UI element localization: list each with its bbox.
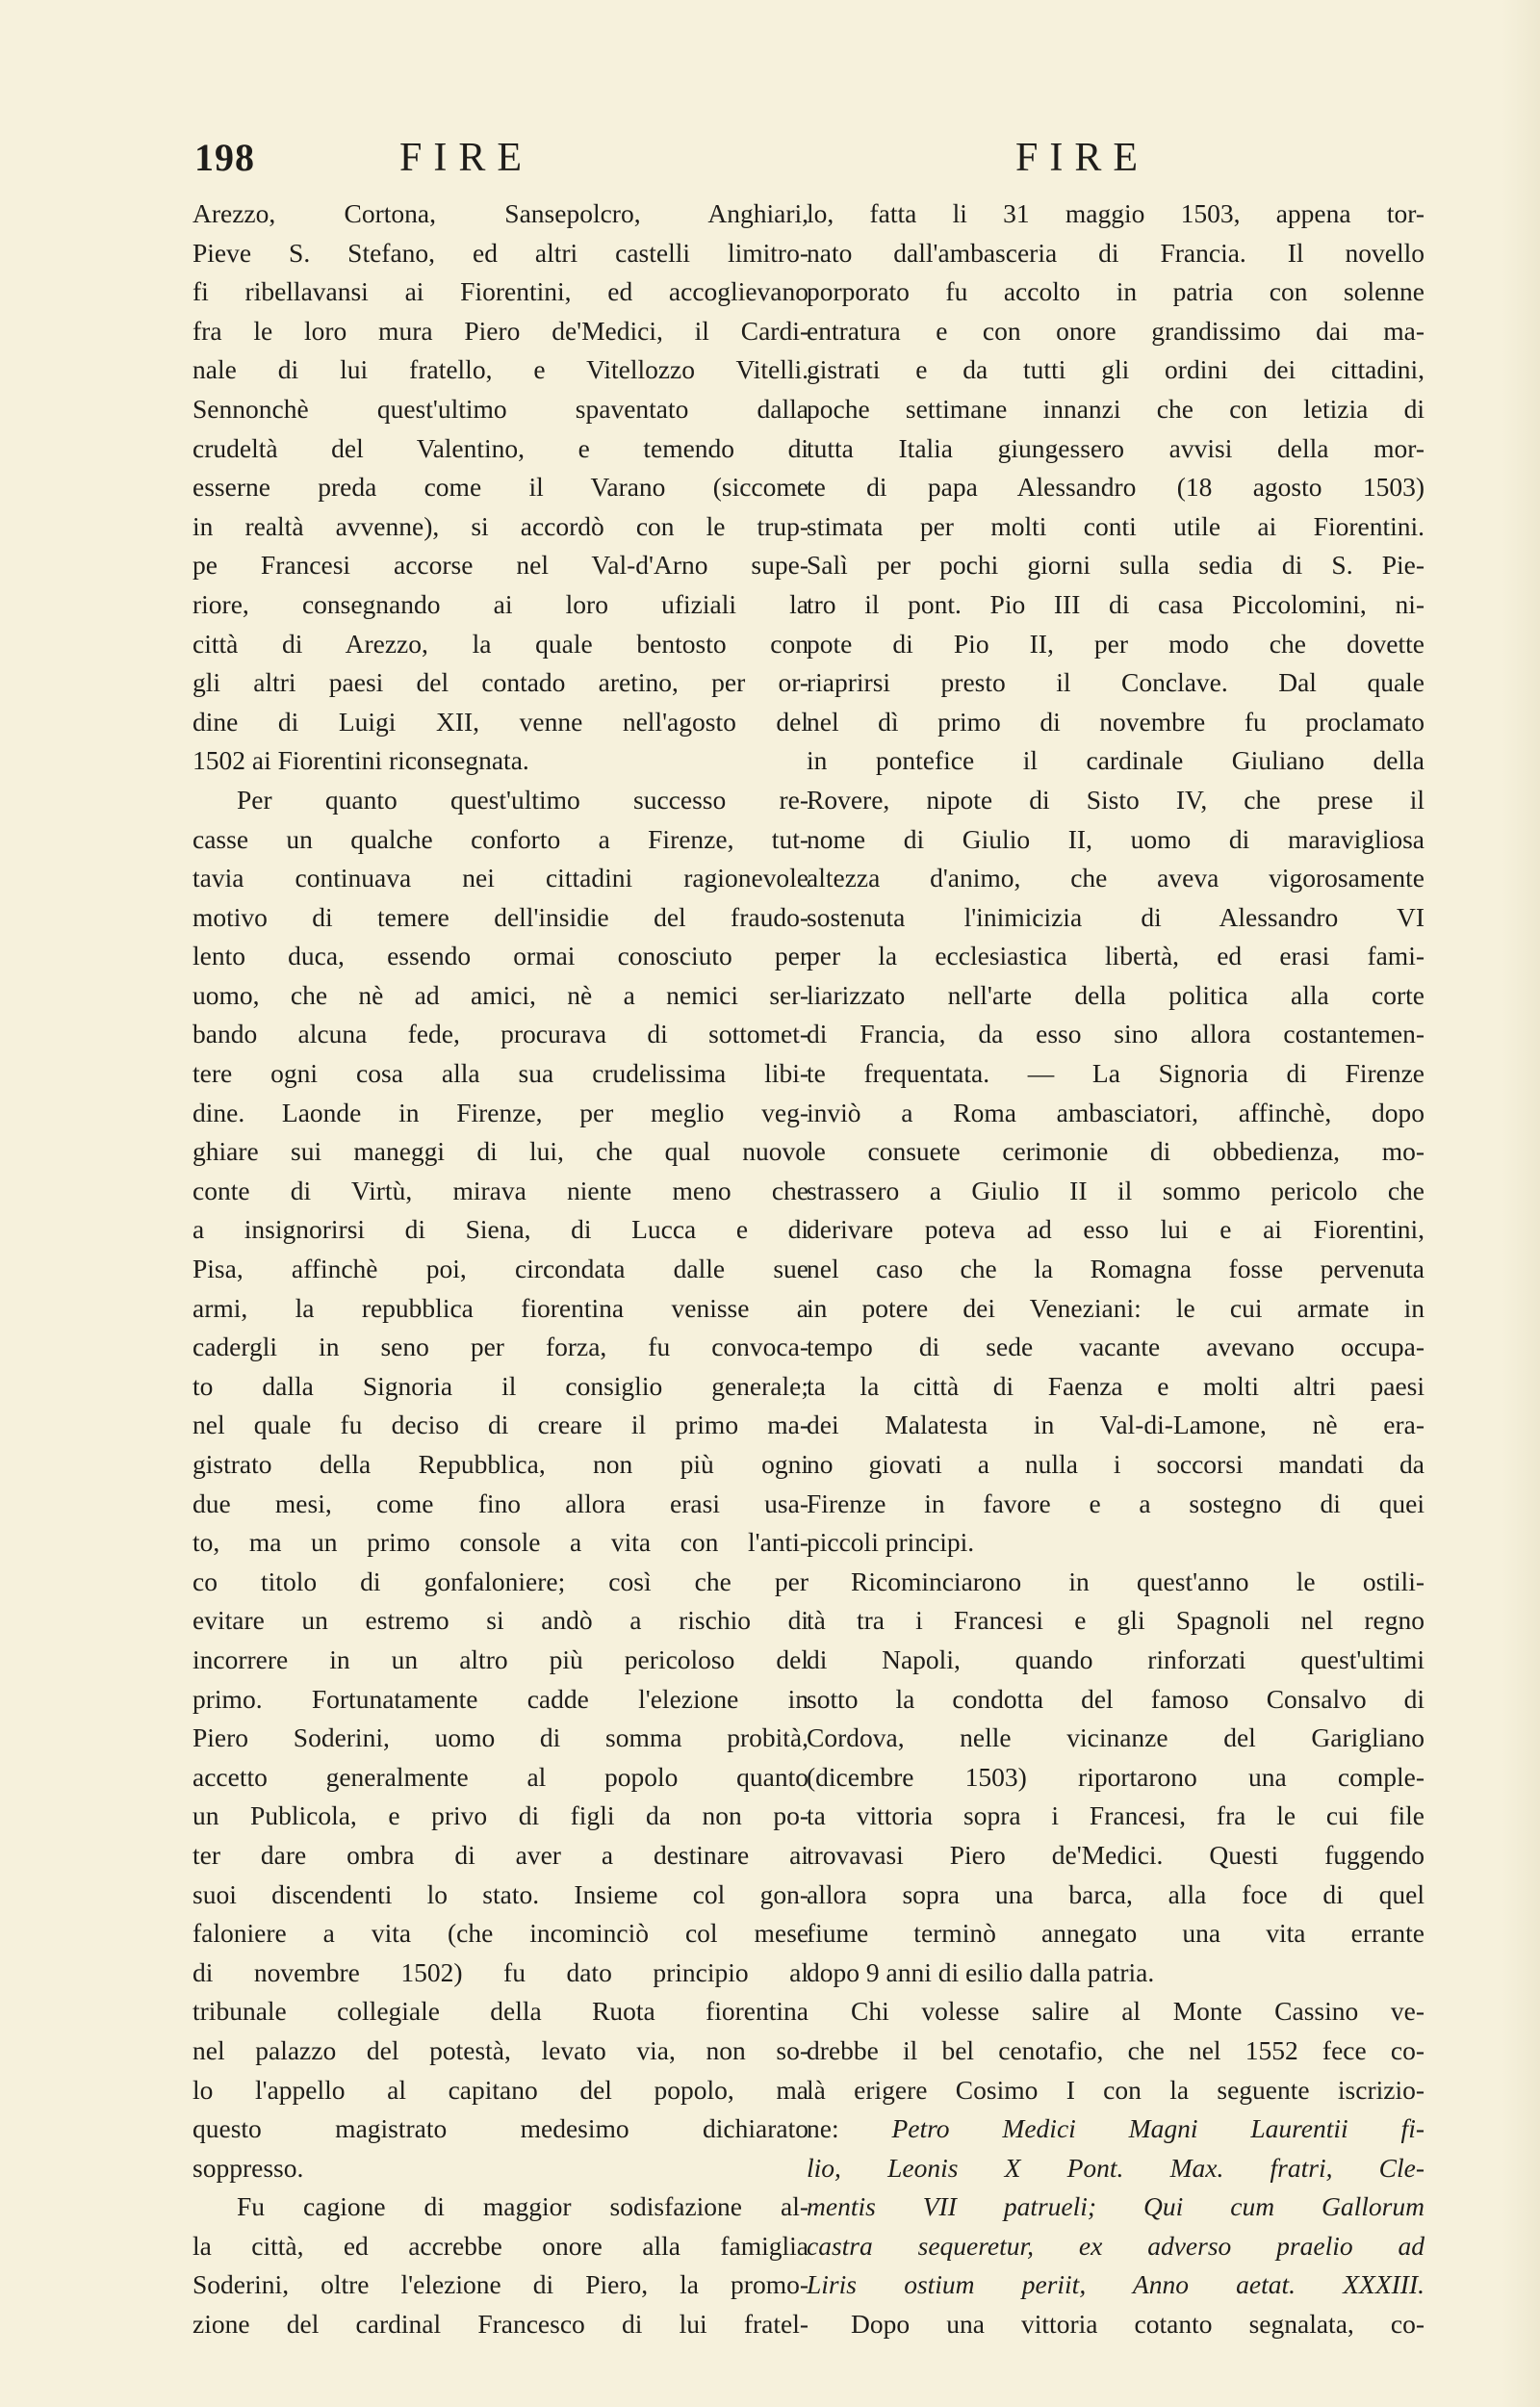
text-line: gistrati e da tutti gli ordini dei cittadini, [807,354,1424,385]
text-line: nel palazzo del potestà, levato via, non so- [192,2034,808,2065]
text-line: 1502 ai Fiorentini riconsegnata. [192,745,529,776]
text-line: mentis VII patrueli; Qui cum Gallorum [807,2191,1424,2222]
text-line: in realtà avvenne), si accordò con le trup- [192,510,808,541]
text-line: drebbe il bel cenotafio, che nel 1552 fece co- [807,2034,1424,2065]
text-line: evitare un estremo si andò a rischio di [192,1605,808,1636]
text-line: armi, la repubblica fiorentina venisse a [192,1292,808,1323]
text-line: zione del cardinal Francesco di lui fratel- [192,2309,808,2340]
text-line: nato dall'ambasceria di Francia. Il novello [807,237,1424,268]
text-line: castra sequeretur, ex adverso praelio ad [807,2230,1424,2261]
text-line: dei Malatesta in Val-di-Lamone, nè era- [807,1410,1424,1440]
text-line: trovavasi Piero de'Medici. Questi fuggendo [807,1839,1424,1870]
text-line: Fu cagione di maggior sodisfazione al- [237,2191,808,2222]
text-line: Arezzo, Cortona, Sansepolcro, Anghiari, [192,198,808,228]
text-line: due mesi, come fino allora erasi usa- [192,1488,808,1518]
right-text-column [807,194,1424,2344]
text-line: in pontefice il cardinale Giuliano della [807,745,1424,776]
text-line: di novembre 1502) fu dato principio al [192,1956,808,1987]
text-line: Pisa, affinchè poi, circondata dalle sue [192,1254,808,1284]
text-line: pote di Pio II, per modo che dovette [807,628,1424,659]
text-line: te di papa Alessandro (18 agosto 1503) [807,472,1424,503]
text-line: a insignorirsi di Siena, di Lucca e di [192,1214,808,1245]
text-line: ta la città di Faenza e molti altri paesi [807,1370,1424,1401]
text-line: tere ogni cosa alla sua crudelissima libi- [192,1058,808,1089]
page-number: 198 [194,136,255,179]
text-line: gistrato della Repubblica, non più ogni [192,1449,808,1479]
text-line: crudeltà del Valentino, e temendo di [192,432,808,463]
text-line: Soderini, oltre l'elezione di Piero, la promo- [192,2269,808,2300]
text-line: accetto generalmente al popolo quanto [192,1761,808,1792]
text-line: dopo 9 anni di esilio dalla patria. [807,1956,1155,1987]
text-line: lio, Leonis X Pont. Max. fratri, Cle- [807,2152,1424,2183]
text-line: entratura e con onore grandissimo dai ma- [807,315,1424,346]
text-line: nel dì primo di novembre fu proclamato [807,706,1424,737]
text-line: nale di lui fratello, e Vitellozzo Vitelli. [192,354,808,385]
text-line: poche settimane innanzi che con letizia di [807,393,1424,424]
text-line: fi ribellavansi ai Fiorentini, ed accoglievano [192,276,808,307]
text-line: tempo di sede vacante avevano occupa- [807,1332,1424,1362]
text-line: Chi volesse salire al Monte Cassino ve- [851,1996,1424,2027]
text-line-roman: ne: [807,2113,892,2144]
text-line: nel caso che la Romagna fosse pervenuta [807,1254,1424,1284]
text-line: Cordova, nelle vicinanze del Garigliano [807,1722,1424,1753]
text-line: riaprirsi presto il Conclave. Dal quale [807,667,1424,698]
text-line: tribunale collegiale della Ruota fiorentina [192,1996,808,2027]
text-line: questo magistrato medesimo dichiarato [192,2113,808,2144]
text-line: te frequentata. — La Signoria di Firenze [807,1058,1424,1089]
text-line: fra le loro mura Piero de'Medici, il Cardi- [192,315,808,346]
text-line: Liris ostium periit, Anno aetat. XXXIII. [807,2269,1424,2300]
text-line: Sennonchè quest'ultimo spaventato dalla [192,393,808,424]
running-head-right: FIRE [1015,136,1150,180]
text-line: tavia continuava nei cittadini ragionevole [192,863,808,893]
text-line: porporato fu accolto in patria con solenne [807,276,1424,307]
text-line: dine di Luigi XII, venne nell'agosto del [192,706,808,737]
text-line: cadergli in seno per forza, fu convoca- [192,1332,808,1362]
text-line: di Napoli, quando rinforzati quest'ultimi [807,1643,1424,1674]
text-line: piccoli principi. [807,1527,975,1558]
text-line: stimata per molti conti utile ai Fiorentini. [807,510,1424,541]
text-line: to, ma un primo console a vita con l'anti- [192,1527,808,1558]
text-line: incorrere in un altro più pericoloso del [192,1643,808,1674]
text-line: fiume terminò annegato una vita errante [807,1918,1424,1949]
text-line: (dicembre 1503) riportarono una comple- [807,1761,1424,1792]
text-line: strassero a Giulio II il sommo pericolo che [807,1175,1424,1205]
text-line: Piero Soderini, uomo di somma probità, [192,1722,808,1753]
text-line: bando alcuna fede, procurava di sottomet- [192,1019,808,1049]
text-line: Ricominciarono in quest'anno le ostili- [851,1566,1424,1596]
text-line: Salì per pochi giorni sulla sedia di S. Pie- [807,550,1424,581]
text-line: ter dare ombra di aver a destinare ai [192,1839,808,1870]
text-line: lento duca, essendo ormai conosciuto per [192,941,808,971]
text-line: allora sopra una barca, alla foce di quel [807,1878,1424,1909]
text-line: Per quanto quest'ultimo successo re- [237,784,808,815]
page-edge-shadow [1502,0,1540,2407]
text-line: tà tra i Francesi e gli Spagnoli nel regno [807,1605,1424,1636]
text-line: lo, fatta li 31 maggio 1503, appena tor- [807,198,1424,228]
text-line: ghiare sui maneggi di lui, che qual nuovo [192,1136,808,1167]
text-line: inviò a Roma ambasciatori, affinchè, dopo [807,1097,1424,1127]
text-line: nel quale fu deciso di creare il primo ma- [192,1410,808,1440]
running-head [0,135,1540,193]
text-line: dine. Laonde in Firenze, per meglio veg- [192,1097,808,1127]
text-line: no giovati a nulla i soccorsi mandati da [807,1449,1424,1479]
text-line: città di Arezzo, la quale bentosto con [192,628,808,659]
text-line: conte di Virtù, mirava niente meno che [192,1175,808,1205]
text-line: gli altri paesi del contado aretino, per or- [192,667,808,698]
text-line: riore, consegnando ai loro ufiziali la [192,588,808,619]
left-text-column [192,194,808,2344]
text-line: un Publicola, e privo di figli da non po- [192,1800,808,1831]
text-line: Pieve S. Stefano, ed altri castelli limitro- [192,237,808,268]
text-line: motivo di temere dell'insidie del fraudo- [192,901,808,932]
text-line: sotto la condotta del famoso Consalvo di [807,1683,1424,1714]
inscription-text: Petro Medici Magni Laurentii fi- [891,2113,1424,2144]
text-line: là erigere Cosimo I con la seguente iscrizio- [807,2074,1424,2105]
running-head-left: FIRE [399,136,534,180]
text-line: suoi discendenti lo stato. Insieme col gon- [192,1878,808,1909]
text-line: tro il pont. Pio III di casa Piccolomini, ni- [807,588,1424,619]
text-line: to dalla Signoria il consiglio generale; [192,1370,808,1401]
text-line: Rovere, nipote di Sisto IV, che prese il [807,784,1424,815]
text-line: liarizzato nell'arte della politica alla corte [807,979,1424,1010]
text-line: co titolo di gonfaloniere; così che per [192,1566,808,1596]
text-line: le consuete cerimonie di obbedienza, mo- [807,1136,1424,1167]
text-line: faloniere a vita (che incominciò col mese [192,1918,808,1949]
text-line: di Francia, da esso sino allora costantemen- [807,1019,1424,1049]
text-line: Dopo una vittoria cotanto segnalata, co- [851,2309,1424,2340]
text-line: uomo, che nè ad amici, nè a nemici ser- [192,979,808,1010]
text-line: esserne preda come il Varano (siccome [192,472,808,503]
text-line: tutta Italia giungessero avvisi della mor- [807,432,1424,463]
text-line: nome di Giulio II, uomo di maravigliosa [807,823,1424,854]
text-line: per la ecclesiastica libertà, ed erasi fami- [807,941,1424,971]
text-line: pe Francesi accorse nel Val-d'Arno supe- [192,550,808,581]
text-line: in potere dei Veneziani: le cui armate in [807,1292,1424,1323]
text-line: primo. Fortunatamente cadde l'elezione in [192,1683,808,1714]
text-line: soppresso. [192,2152,304,2183]
text-line: lo l'appello al capitano del popolo, ma [192,2074,808,2105]
text-line: casse un qualche conforto a Firenze, tut- [192,823,808,854]
text-line: derivare poteva ad esso lui e ai Fiorentini, [807,1214,1424,1245]
text-line: Firenze in favore e a sostegno di quei [807,1488,1424,1518]
text-line: ta vittoria sopra i Francesi, fra le cui file [807,1800,1424,1831]
text-line [807,2109,1424,2149]
text-line: la città, ed accrebbe onore alla famiglia [192,2230,808,2261]
text-line: sostenuta l'inimicizia di Alessandro VI [807,901,1424,932]
text-line: altezza d'animo, che aveva vigorosamente [807,863,1424,893]
